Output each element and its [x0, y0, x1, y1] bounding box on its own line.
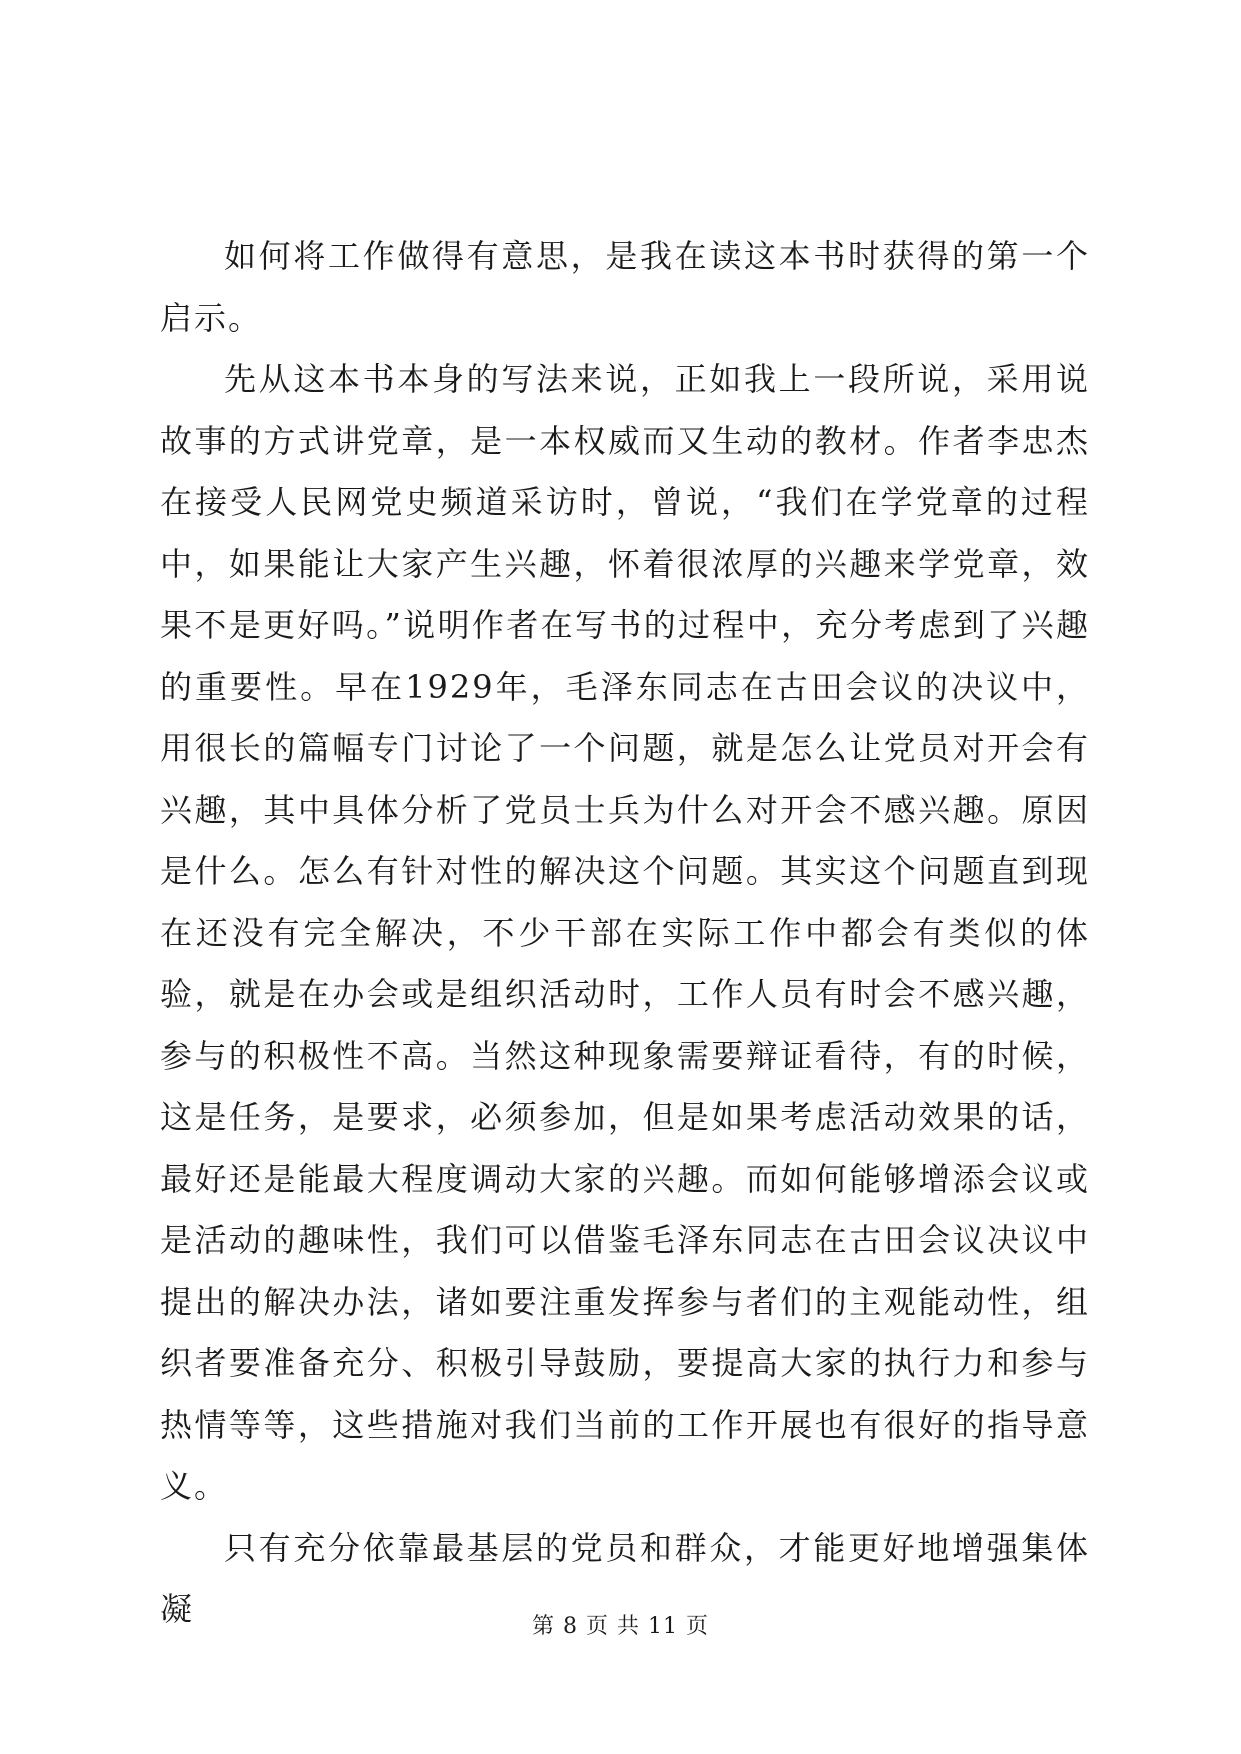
paragraph-3: 只有充分依靠最基层的党员和群众，才能更好地增强集体凝 [160, 1528, 1090, 1628]
paragraph-2: 先从这本书本身的写法来说，正如我上一段所说，采用说故事的方式讲党章，是一本权威而又生动的教材。作者李忠杰在接受人民网党史频道采访时，曾说，“我们在学党章的过程中，如果能让大家产生兴趣，怀着很浓厚的兴趣来学党章，效果不是更好吗。”说明作者在写书的过程中，充分考虑到了兴趣的重要性。早在1929年，毛泽东同志在古田会议的决议中，用很长的篇幅专门讨论了一个问题，就是怎么让党员对开会有兴趣，其中具体分析了党员士兵为什么对开会不感兴趣。原因是什么。怎么有针对性的解决这个问题。其实这个问题直到现在还没有完全解决，不少干部在实际工作中都会有类似的体验，就是在办会或是组织活动时，工作人员有时会不感兴趣，参与的积极性不高。当然这种现象需要辩证看待，有的时候，这是任务，是要求，必须参加，但是如果考虑活动效果的话，最好还是能最大程度调动大家的兴趣。而如何能够增添会议或是活动的趣味性，我们可以借鉴毛泽东同志在古田会议决议中提出的解决办法，诸如要注重发挥参与者们的主观能动性，组织者要准备充分、积极引导鼓励，要提高大家的执行力和参与热情等等，这些措施对我们当前的工作开展也有很好的指导意义。 [160, 360, 1090, 1505]
page-footer: 第 8 页 共 11 页 [532, 1614, 709, 1639]
body-text [160, 226, 1090, 1641]
paragraph-1: 如何将工作做得有意思，是我在读这本书时获得的第一个启示。 [160, 237, 1090, 337]
